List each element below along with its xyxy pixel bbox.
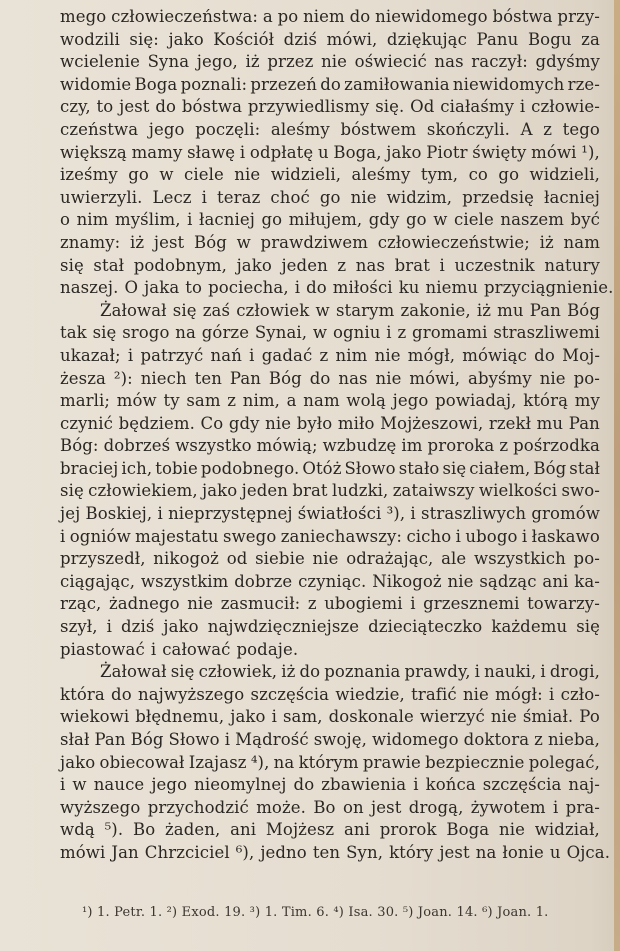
text-line: uwierzyli. Lecz i teraz choć go nie widzim, przedsię łacniej (60, 187, 600, 207)
paragraph (60, 300, 600, 662)
text-line: wdą ⁵). Bo żaden, ani Mojżesz ani prorok Boga nie widział, (60, 820, 600, 840)
text-line: mówi Jan Chrzciciel ⁶), jedno ten Syn, który jest na łonie u Ojca. (60, 842, 611, 862)
text-line: tak się srogo na górze Synai, w ogniu i z gromami straszliwemi (60, 323, 600, 343)
text-line: widomie Boga poznali: przezeń do zamiłowania niewidomych rze- (60, 74, 600, 94)
text-line: ciągając, wszystkim dobrze czyniąc. Nikogoż nie sądząc ani ka- (60, 571, 600, 591)
text-line: czynić będziem. Co gdy nie było miło Mojżeszowi, rzekł mu Pan (60, 413, 600, 433)
paragraph (60, 6, 614, 300)
text-line: i w nauce jego nieomylnej do zbawienia i końca szczęścia naj- (60, 775, 600, 795)
text-line: czy, to jest do bóstwa przywiedlismy się. Od ciałaśmy i człowie- (60, 97, 600, 117)
text-line: szył, i dziś jako najwdzięczniejsze dzieciąteczko każdemu się (60, 617, 600, 637)
text-line: i ogniów majestatu swego zaniechawszy: cicho i ubogo i łaskawo (60, 526, 600, 546)
text-line: czeństwa jego poczęli: aleśmy bóstwem skończyli. A z tego (60, 119, 600, 139)
text-line: wodzili się: jako Kościół dziś mówi, dziękując Panu Bogu za (60, 29, 600, 49)
text-line: braciej ich, tobie podobnego. Otóż Słowo stało się ciałem, Bóg stał (60, 458, 600, 478)
text-line: wcielenie Syna jego, iż przez nie oświecić nas raczył: gdyśmy (60, 52, 600, 72)
body-text (60, 6, 614, 865)
text-line: o nim myślim, i łacniej go miłujem, gdy go w ciele naszem być (60, 210, 600, 230)
text-line: się stał podobnym, jako jeden z nas brat i uczestnik natury (60, 255, 600, 275)
text-line: Żałował się zaś człowiek w starym zakonie, iż mu Pan Bóg (100, 300, 600, 320)
text-line: która do najwyższego szczęścia wiedzie, trafić nie mógł: i czło- (60, 684, 600, 704)
text-line: naszej. O jaka to pociecha, i do miłości ku niemu przyciągnienie. (60, 278, 614, 298)
text-line: marli; mów ty sam z nim, a nam wolą jego powiadaj, którą my (60, 391, 600, 411)
text-line: Żałował się człowiek, iż do poznania prawdy, i nauki, i drogi, (100, 662, 600, 682)
text-line: znamy: iż jest Bóg w prawdziwem człowieczeństwie; iż nam (60, 232, 600, 252)
text-line: słał Pan Bóg Słowo i Mądrość swoję, widomego doktora z nieba, (60, 730, 600, 749)
paragraph (60, 661, 611, 864)
text-line: rząc, żadnego nie zasmucił: z ubogiemi i grzesznemi towarzy- (60, 594, 600, 614)
text-line: piastować i całować podaje. (60, 639, 299, 659)
text-line: jej Boskiej, i nieprzystępnej światłości ³), i straszliwych gromów (60, 504, 600, 524)
text-line: wiekowi błędnemu, jako i sam, doskonale wierzyć nie śmiał. Po (60, 707, 600, 727)
text-line: się człowiekiem, jako jeden brat ludzki, zataiwszy wielkości swo- (60, 481, 600, 501)
text-line: wyższego przychodzić może. Bo on jest drogą, żywotem i pra- (60, 797, 600, 817)
page-edge (614, 0, 620, 951)
text-line: przyszedł, nikogoż od siebie nie odrażając, ale wszystkich po- (60, 549, 600, 569)
footnotes: ¹) 1. Petr. 1. ²) Exod. 19. ³) 1. Tim. 6. ⁴) Isa. 30. ⁵) Joan. 14. ⁶) Joan. 1. (82, 905, 549, 920)
text-line: większą mamy sławę i odpłatę u Boga, jako Piotr święty mówi ¹), (60, 142, 600, 162)
text-line: ukazał; i patrzyć nań i gadać z nim nie mógł, mówiąc do Moj- (60, 345, 600, 365)
text-line: żesza ²): niech ten Pan Bóg do nas nie mówi, abyśmy nie po- (60, 368, 600, 388)
text-line: iześmy go w ciele nie widzieli, aleśmy tym, co go widzieli, (60, 165, 600, 185)
text-line: jako obiecował Izajasz ⁴), na którym prawie bezpiecznie polegać, (60, 752, 600, 772)
text-line: mego człowieczeństwa: a po niem do niewidomego bóstwa przy- (60, 7, 600, 26)
text-line: Bóg: dobrześ wszystko mówią; wzbudzę im proroka z pośrzodka (60, 436, 600, 456)
